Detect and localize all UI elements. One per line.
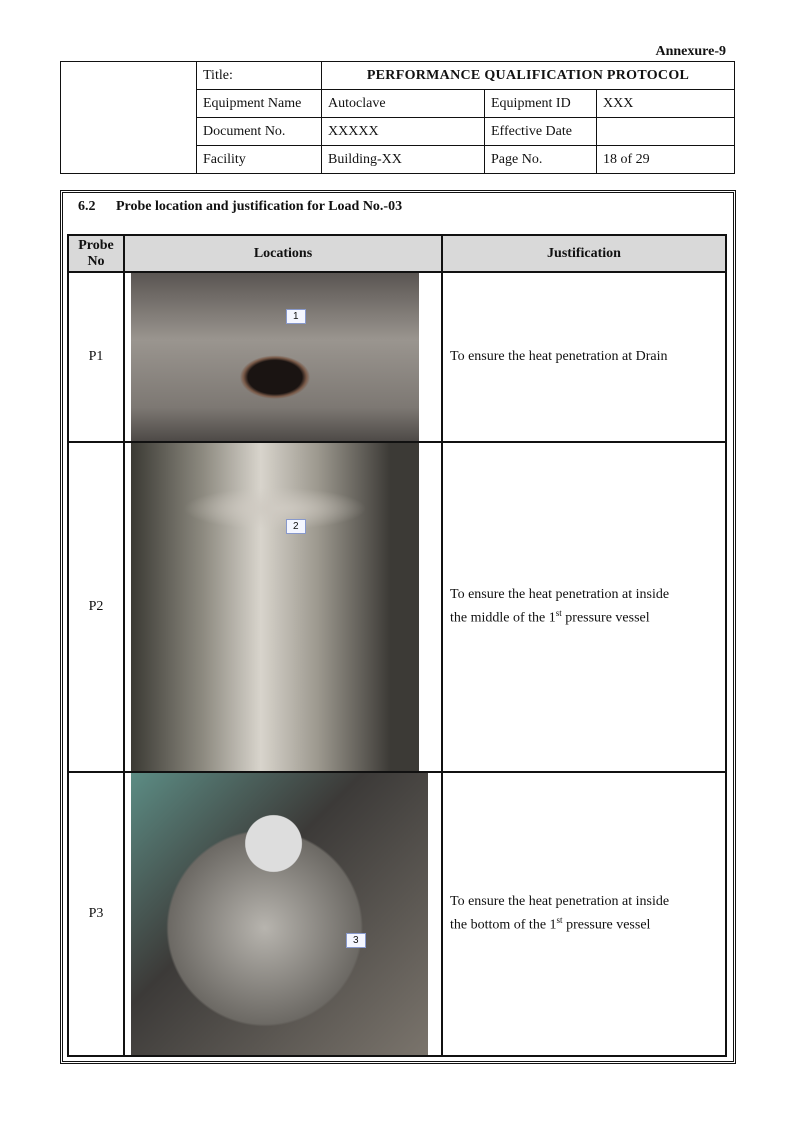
justification-text: pressure vessel — [561, 610, 650, 626]
table-row — [68, 442, 726, 772]
probe-location-photo — [131, 443, 419, 771]
document-no-value: XXXXX — [322, 118, 485, 146]
page-no-label: Page No. — [485, 146, 597, 174]
justification-text: To ensure the heat penetration at Drain — [450, 349, 668, 364]
header-locations: Locations — [124, 235, 442, 272]
probe-table — [67, 234, 727, 1057]
location-cell — [124, 442, 442, 772]
probe-id: P3 — [68, 772, 124, 1056]
justification-text: To ensure the heat penetration at inside — [450, 894, 670, 910]
section-title: Probe location and justification for Load No.-03 — [116, 199, 403, 214]
justification — [442, 272, 726, 442]
page-no-value: 18 of 29 — [597, 146, 735, 174]
header-probe-line1: Probe — [78, 237, 114, 253]
header-justification: Justification — [442, 235, 726, 272]
location-cell — [124, 272, 442, 442]
probe-id: P2 — [68, 442, 124, 772]
section-number: 6.2 — [78, 199, 96, 214]
probe-tag: 1 — [286, 309, 306, 324]
facility-label: Facility — [197, 146, 322, 174]
equipment-id-label: Equipment ID — [485, 90, 597, 118]
equipment-name-value: Autoclave — [322, 90, 485, 118]
document-title: PERFORMANCE QUALIFICATION PROTOCOL — [322, 62, 735, 90]
header-probe-line2: No — [87, 253, 105, 269]
title-label: Title: — [197, 62, 322, 90]
justification-text: the middle of the 1 — [450, 610, 556, 626]
probe-location-photo — [131, 773, 428, 1055]
probe-id: P1 — [68, 272, 124, 442]
location-cell — [124, 772, 442, 1056]
table-row — [68, 272, 726, 442]
ordinal-suffix: st — [556, 915, 563, 926]
probe-location-photo — [131, 273, 419, 441]
ordinal-suffix: st — [555, 608, 562, 619]
justification-text: To ensure the heat penetration at inside — [450, 587, 670, 603]
logo-cell — [61, 62, 197, 174]
equipment-id-value: XXX — [597, 90, 735, 118]
header-probe-no — [68, 235, 124, 272]
table-header-row — [68, 235, 726, 272]
effective-date-value — [597, 118, 735, 146]
section-heading — [78, 199, 402, 215]
justification — [442, 772, 726, 1056]
probe-tag: 3 — [346, 933, 366, 948]
annexure-label: Annexure-9 — [655, 44, 726, 59]
effective-date-label: Effective Date — [485, 118, 597, 146]
equipment-name-label: Equipment Name — [197, 90, 322, 118]
probe-tag: 2 — [286, 519, 306, 534]
justification-text: the bottom of the 1 — [450, 917, 557, 933]
document-no-label: Document No. — [197, 118, 322, 146]
table-row — [68, 772, 726, 1056]
justification — [442, 442, 726, 772]
justification-text: pressure vessel — [562, 917, 651, 933]
facility-value: Building-XX — [322, 146, 485, 174]
header-table — [60, 61, 735, 174]
